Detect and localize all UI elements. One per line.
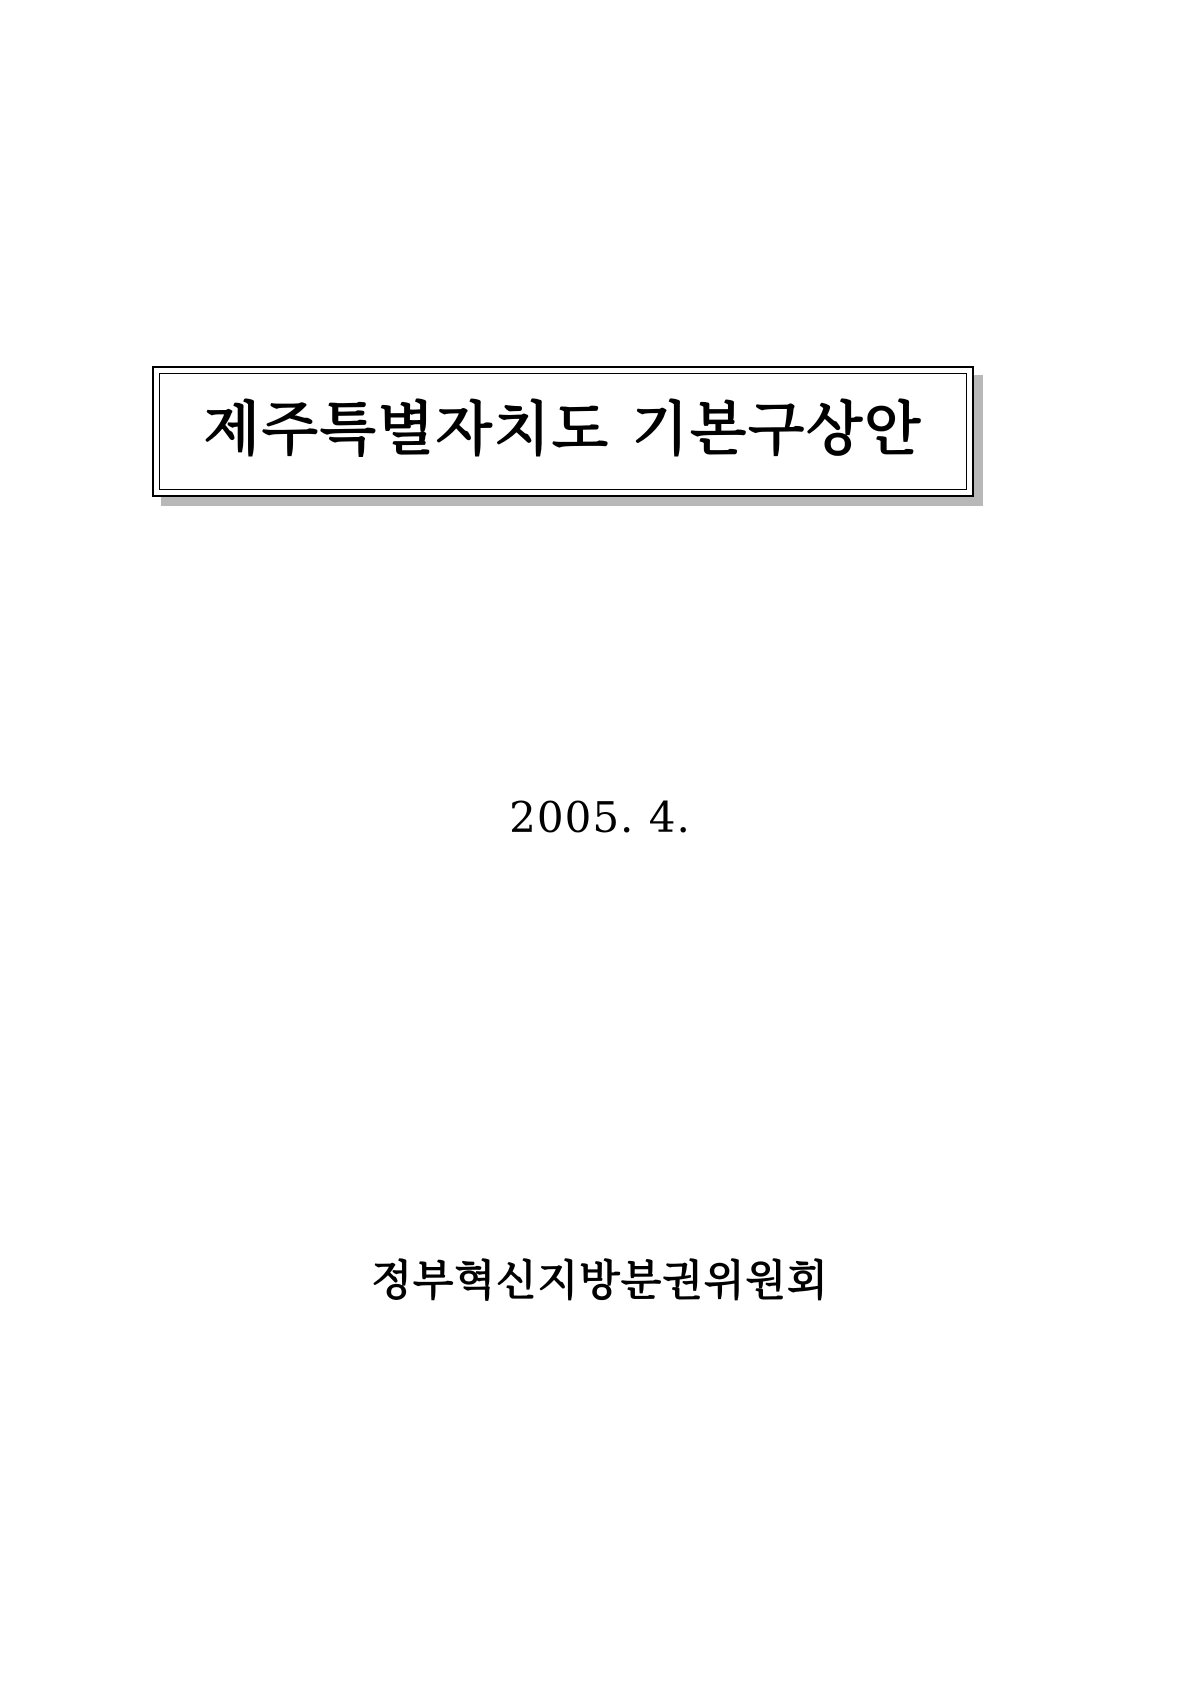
document-date: 2005. 4. — [509, 793, 691, 842]
title-box-outer-border — [152, 366, 974, 497]
title-box-inner-border — [159, 373, 967, 490]
document-title: 제주특별자치도 기본구상안 — [203, 395, 923, 463]
title-box — [152, 366, 974, 497]
issuing-organization: 정부혁신지방분권위원회 — [371, 1256, 829, 1305]
